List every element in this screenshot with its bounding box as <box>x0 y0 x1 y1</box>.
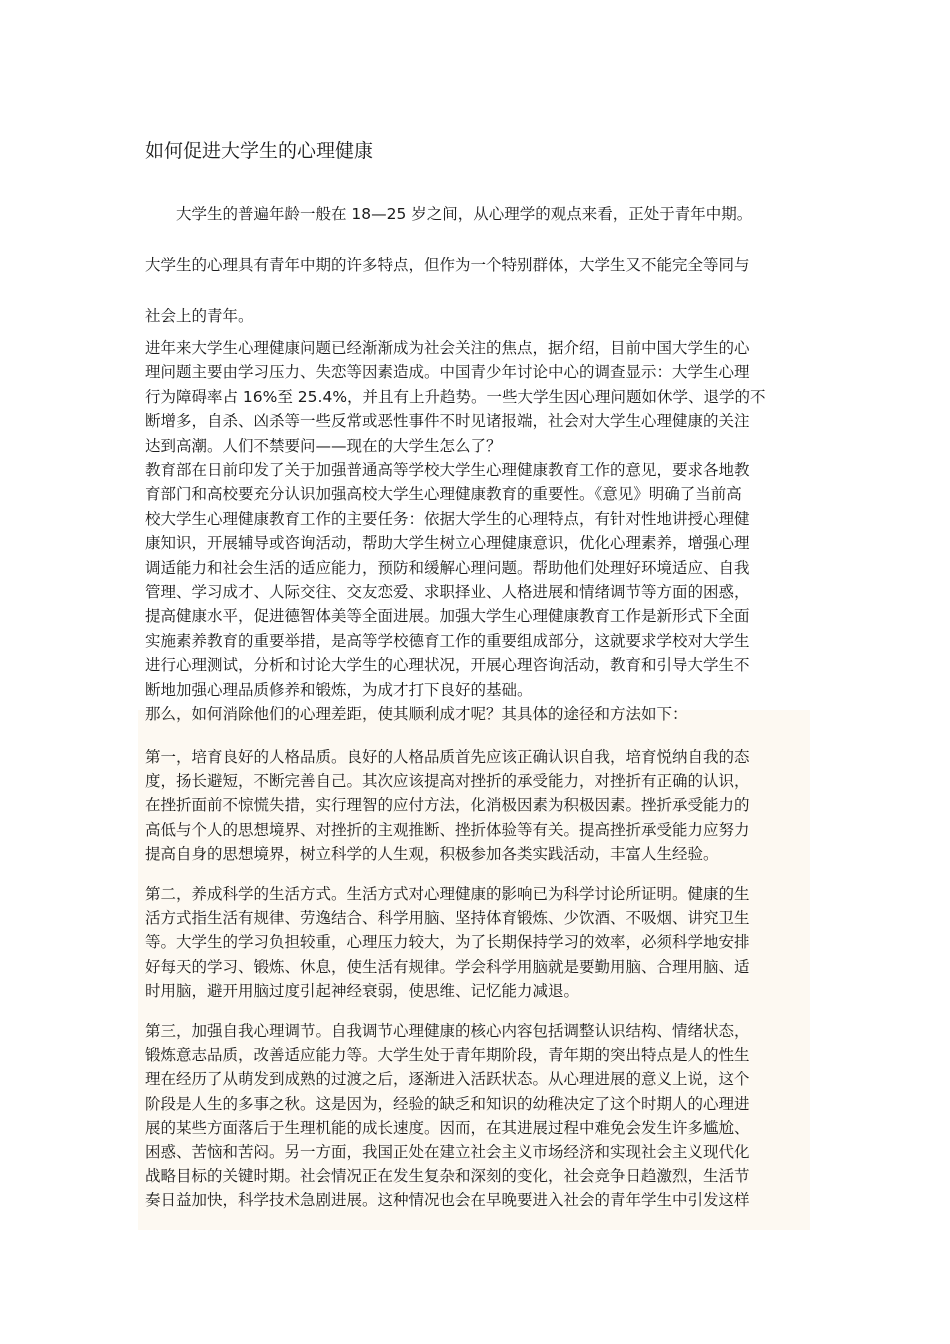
intro-paragraph <box>145 189 805 342</box>
text-line: 校大学生心理健康教育工作的主要任务：依据大学生的心理特点，有针对性地讲授心理健 <box>145 509 750 528</box>
text-line: 战略目标的关键时期。社会情况正在发生复杂和深刻的变化，社会竞争日趋激烈，生活节 <box>145 1167 750 1186</box>
text-line: 提高健康水平，促进德智体美等全面进展。加强大学生心理健康教育工作是新形式下全面 <box>145 607 750 626</box>
text-line: 度，扬长避短，不断完善自己。其次应该提高对挫折的承受能力，对挫折有正确的认识， <box>145 772 750 791</box>
text-line: 第二，养成科学的生活方式。生活方式对心理健康的影响已为科学讨论所证明。健康的生 <box>145 885 750 903</box>
intro-line: 大学生的心理具有青年中期的许多特点，但作为一个特别群体，大学生又不能完全等同与 <box>145 256 750 274</box>
intro-line: 社会上的青年。 <box>145 307 254 325</box>
text-line: 锻炼意志品质，改善适应能力等。大学生处于青年期阶段，青年期的突出特点是人的性生 <box>145 1046 750 1065</box>
text-line: 第三，加强自我心理调节。自我调节心理健康的核心内容包括调整认识结构、情绪状态， <box>145 1022 750 1040</box>
text-line: 康知识，开展辅导或咨询活动，帮助大学生树立心理健康意识，优化心理素养，增强心理 <box>145 534 750 553</box>
text-line: 那么，如何消除他们的心理差距，使其顺利成才呢？其具体的途径和方法如下： <box>145 705 688 724</box>
text-line: 断地加强心理品质修养和锻炼，为成才打下良好的基础。 <box>145 680 533 699</box>
text-line: 第一，培育良好的人格品质。良好的人格品质首先应该正确认识自我，培育悦纳自我的态 <box>145 748 750 766</box>
text-line: 困惑、苦恼和苦闷。另一方面，我国正处在建立社会主义市场经济和实现社会主义现代化 <box>145 1143 750 1162</box>
paragraph-question <box>145 702 805 726</box>
text-line: 管理、学习成才、人际交往、交友恋爱、求职择业、人格进展和情绪调节等方面的困惑， <box>145 583 750 602</box>
text-line: 行为障碍率占 16%至 25.4%，并且有上升趋势。一些大学生因心理问题如休学、退学的不 <box>145 387 766 406</box>
text-line: 活方式指生活有规律、劳逸结合、科学用脑、坚持体育锻炼、少饮酒、不吸烟、讲究卫生 <box>145 909 750 928</box>
text-line: 断增多，自杀、凶杀等一些反常或恶性事件不时见诸报端，社会对大学生心理健康的关注 <box>145 412 750 431</box>
text-line: 进行心理测试，分析和讨论大学生的心理状况，开展心理咨询活动，教育和引导大学生不 <box>145 656 750 675</box>
intro-line: 大学生的普遍年龄一般在 18—25 岁之间，从心理学的观点来看，正处于青年中期。 <box>176 205 753 223</box>
text-line: 在挫折面前不惊慌失措，实行理智的应付方法，化消极因素为积极因素。挫折承受能力的 <box>145 796 750 815</box>
paragraph-concern <box>145 336 805 458</box>
text-line: 等。大学生的学习负担较重，心理压力较大，为了长期保持学习的效率，必须科学地安排 <box>145 933 750 952</box>
text-line: 理在经历了从萌发到成熟的过渡之后，逐渐进入活跃状态。从心理进展的意义上说，这个 <box>145 1070 750 1089</box>
text-line: 阶段是人生的多事之秋。这是因为，经验的缺乏和知识的幼稚决定了这个时期人的心理进 <box>145 1094 750 1113</box>
section-lifestyle <box>145 882 805 1003</box>
text-line: 进年来大学生心理健康问题已经渐渐成为社会关注的焦点，据介绍，目前中国大学生的心 <box>145 339 750 357</box>
text-line: 高低与个人的思想境界、对挫折的主观推断、挫折体验等有关。提高挫折承受能力应努力 <box>145 820 750 839</box>
text-line: 理问题主要由学习压力、失恋等因素造成。中国青少年讨论中心的调查显示：大学生心理 <box>145 363 750 382</box>
text-line: 实施素养教育的重要举措，是高等学校德育工作的重要组成部分，这就要求学校对大学生 <box>145 631 750 650</box>
text-line: 奏日益加快，科学技术急剧进展。这种情况也会在早晚要进入社会的青年学生中引发这样 <box>145 1191 750 1210</box>
text-line: 达到高潮。人们不禁要问——现在的大学生怎么了？ <box>145 436 502 455</box>
text-line: 提高自身的思想境界，树立科学的人生观，积极参加各类实践活动，丰富人生经验。 <box>145 844 719 863</box>
text-line: 调适能力和社会生活的适应能力，预防和缓解心理问题。帮助他们处理好环境适应、自我 <box>145 558 750 577</box>
text-line: 展的某些方面落后于生理机能的成长速度。因而，在其进展过程中难免会发生许多尴尬、 <box>145 1118 750 1137</box>
section-self-regulation <box>145 1019 805 1213</box>
text-line: 教育部在日前印发了关于加强普通高等学校大学生心理健康教育工作的意见，要求各地教 <box>145 461 750 480</box>
text-line: 好每天的学习、锻炼、休息，使生活有规律。学会科学用脑就是要勤用脑、合理用脑、适 <box>145 957 750 976</box>
page-title: 如何促进大学生的心理健康 <box>145 140 374 162</box>
section-personality <box>145 745 805 866</box>
text-line: 育部门和高校要充分认识加强高校大学生心理健康教育的重要性。《意见》明确了当前高 <box>145 485 742 504</box>
paragraph-ministry-opinion <box>145 458 805 702</box>
body-text <box>145 336 805 727</box>
text-line: 时用脑，避开用脑过度引起神经衰弱，使思维、记忆能力减退。 <box>145 981 580 1000</box>
